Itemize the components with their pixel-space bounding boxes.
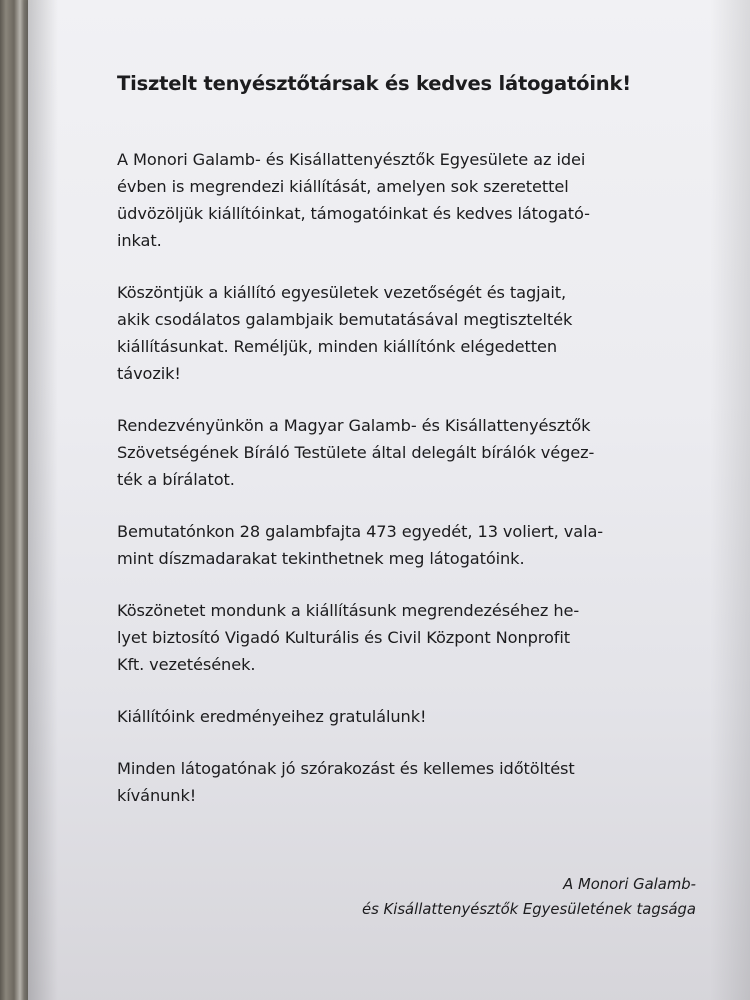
line: akik csodálatos galambjaik bemutatásával megtisztelték [117,310,573,329]
line: üdvözöljük kiállítóinkat, támogatóinkat és kedves látogató- [117,204,590,223]
paragraph-exhibits [117,518,677,572]
line: A Monori Galamb- és Kisállattenyésztők Egyesülete az idei [117,150,586,169]
line: Köszöntjük a kiállító egyesületek vezetőségét és tagjait, [117,283,567,302]
line: távozik! [117,364,181,383]
signature-line: A Monori Galamb- [563,876,696,893]
line: évben is megrendezi kiállítását, amelyen sok szeretettel [117,177,569,196]
paragraph-intro [117,146,677,254]
line: Kiállítóink eredményeihez gratulálunk! [117,707,427,726]
letter-title: Tisztelt tenyésztőtársak és kedves látogatóink! [117,72,631,95]
line: ték a bírálatot. [117,470,235,489]
paragraph-congrats [117,703,677,730]
signature-line: és Kisállattenyésztők Egyesületének tagsága [361,901,696,918]
signature-block [362,872,696,922]
line: kiállításunkat. Reméljük, minden kiállítónk elégedetten [117,337,558,356]
paragraph-greeting [117,279,677,387]
line: inkat. [117,231,162,250]
line: Köszönetet mondunk a kiállításunk megrendezéséhez he- [117,601,580,620]
line: mint díszmadarakat tekinthetnek meg látogatóink. [117,549,525,568]
line: Kft. vezetésének. [117,655,256,674]
line: Szövetségének Bíráló Testülete által delegált bírálók végez- [117,443,595,462]
line: Minden látogatónak jó szórakozást és kellemes időtöltést [117,759,575,778]
line: Rendezvényünkön a Magyar Galamb- és Kisállattenyésztők [117,416,591,435]
line: Bemutatónkon 28 galambfajta 473 egyedét, 13 voliert, vala- [117,522,604,541]
letter-body [117,72,677,834]
paragraph-judging [117,412,677,493]
paragraph-thanks [117,597,677,678]
line: lyet biztosító Vigadó Kulturális és Civil Központ Nonprofit [117,628,571,647]
line: kívánunk! [117,786,197,805]
paragraph-wishes [117,755,677,809]
